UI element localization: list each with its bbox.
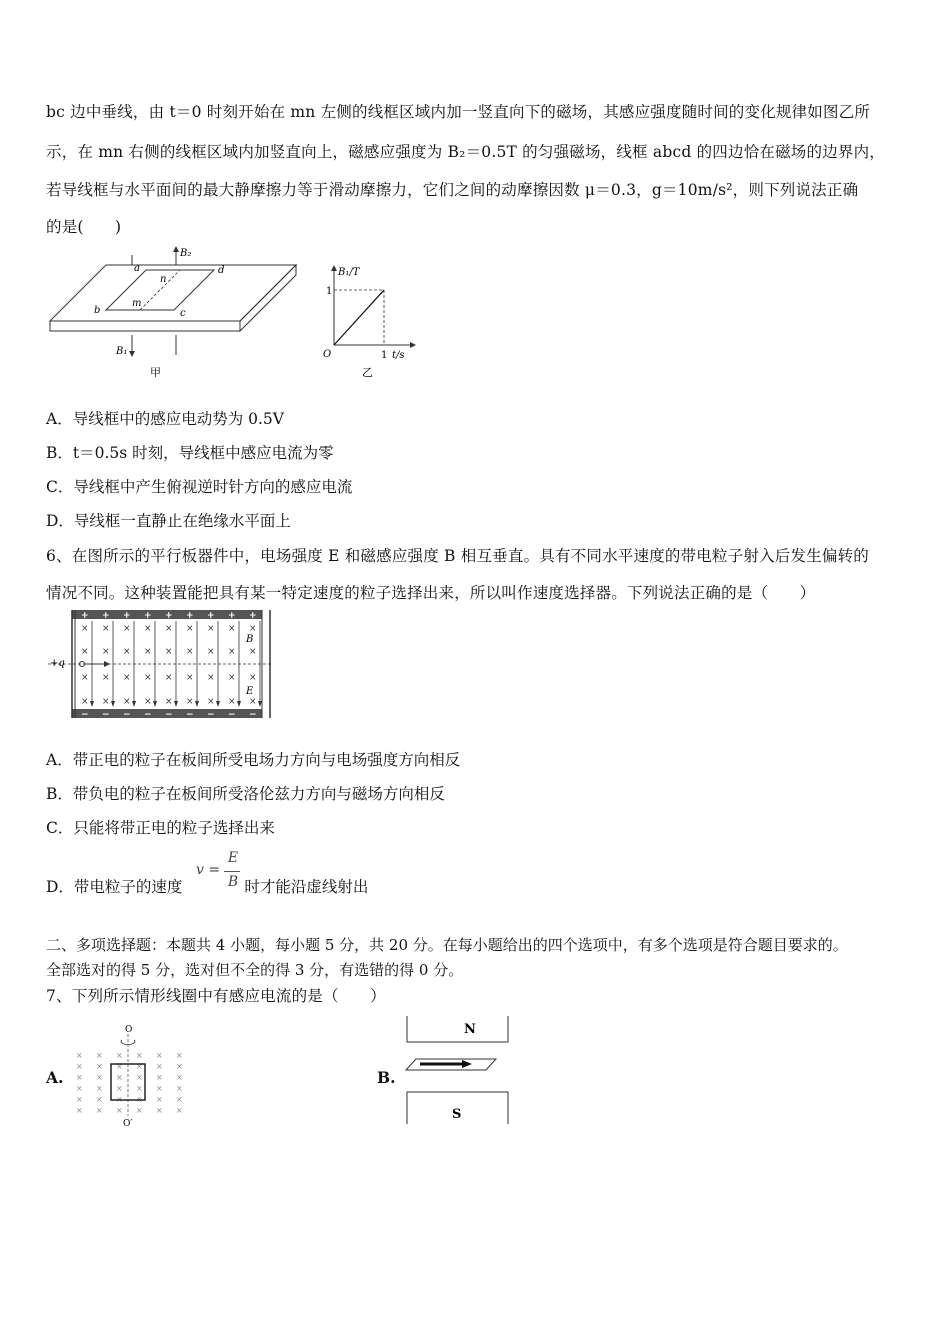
b-field-cross: × [228, 624, 236, 634]
velocity-selector-figure [46, 608, 276, 723]
b-field-cross: × [156, 1095, 163, 1104]
velocity-formula-denominator: B [227, 874, 239, 890]
x-tick-label: 1 [381, 350, 388, 361]
q6-option-d-prefix: D．带电粒子的速度 [46, 878, 183, 896]
plus-sign: + [81, 611, 89, 621]
b-field-cross: × [186, 673, 194, 683]
b-field-cross: × [176, 1095, 183, 1104]
q5-option-b[interactable]: B．t＝0.5s 时刻，导线框中感应电流为零 [46, 444, 334, 462]
q6-option-d[interactable] [46, 875, 368, 897]
q7-stem: 7、下列所示情形线圈中有感应电流的是（ ） [46, 987, 386, 1005]
label-d: d [218, 265, 225, 276]
b-field-cross: × [136, 1062, 143, 1071]
minus-sign: − [144, 710, 152, 720]
b-field-cross: × [96, 1073, 103, 1082]
label-b: b [94, 305, 101, 316]
figure-jia [46, 243, 306, 388]
b-field-cross: × [76, 1051, 83, 1060]
section2-line-2: 全部选对的得 5 分，选对但不全的得 3 分，有选错的得 0 分。 [46, 961, 464, 979]
e-field-arrowhead [111, 701, 115, 707]
b-field-cross: × [228, 673, 236, 683]
b-field-cross: × [81, 673, 89, 683]
b-field-cross: × [165, 647, 173, 657]
b-field-cross: × [96, 1051, 103, 1060]
b-field-cross: × [76, 1106, 83, 1115]
plus-sign: + [249, 611, 257, 621]
plus-sign: + [102, 611, 110, 621]
q7-figure-a [70, 1022, 190, 1128]
south-pole-label: S [452, 1107, 462, 1122]
plus-sign: + [186, 611, 194, 621]
x-axis-label: t/s [392, 350, 405, 361]
minus-sign: − [228, 710, 236, 720]
b-field-cross: × [176, 1073, 183, 1082]
q7-figure-b [400, 1016, 515, 1128]
label-B1: B₁ [116, 346, 128, 357]
q5-option-c[interactable]: C．导线框中产生俯视逆时针方向的感应电流 [46, 478, 353, 496]
q5-stem-line-1: bc 边中垂线，由 t＝0 时刻开始在 mn 左侧的线框区域内加一竖直向下的磁场，其感应强度随时间的变化规律如图乙所 [46, 103, 871, 121]
b-field-cross: × [144, 624, 152, 634]
b-field-cross: × [136, 1095, 143, 1104]
b-field-cross: × [96, 1062, 103, 1071]
b-field-cross: × [81, 697, 89, 707]
b-field-cross: × [176, 1084, 183, 1093]
e-field-arrowhead [132, 701, 136, 707]
minus-sign: − [207, 710, 215, 720]
fraction-bar [224, 871, 240, 872]
b-field-cross: × [123, 647, 131, 657]
label-m: m [132, 298, 142, 309]
b-field-cross: × [96, 1084, 103, 1093]
label-n: n [160, 274, 167, 285]
b-field-cross: × [165, 697, 173, 707]
b-field-cross: × [176, 1051, 183, 1060]
q7-option-b-label[interactable]: B. [377, 1068, 396, 1087]
velocity-formula-numerator: E [227, 850, 239, 866]
figure-yi [318, 262, 428, 382]
b-field-cross: × [102, 624, 110, 634]
b-field-cross: × [116, 1106, 123, 1115]
plus-sign: + [228, 611, 236, 621]
b-field-cross: × [228, 697, 236, 707]
q6-stem-line-2: 情况不同。这种装置能把具有某一特定速度的粒子选择出来，所以叫作速度选择器。下列说法正确的是（ ） [46, 584, 816, 602]
b-field-cross: × [156, 1084, 163, 1093]
b-field-cross: × [81, 647, 89, 657]
b-field-cross: × [76, 1084, 83, 1093]
b-field-cross: × [102, 673, 110, 683]
e-field-arrowhead [195, 701, 199, 707]
b-field-cross: × [136, 1084, 143, 1093]
e-field-arrowhead [90, 701, 94, 707]
b-field-label: B [246, 634, 254, 645]
plus-sign: + [165, 611, 173, 621]
b-field-cross: × [156, 1051, 163, 1060]
q6-option-b[interactable]: B．带负电的粒子在板间所受洛伦兹力方向与磁场方向相反 [46, 785, 445, 803]
minus-sign: − [249, 710, 257, 720]
q5-stem-line-4: 的是( ) [46, 218, 122, 236]
b-field-cross: × [156, 1062, 163, 1071]
minus-sign: − [102, 710, 110, 720]
b-field-cross: × [81, 624, 89, 634]
b-field-cross: × [116, 1095, 123, 1104]
north-pole-label: N [464, 1022, 476, 1037]
b-field-cross: × [116, 1073, 123, 1082]
caption-jia: 甲 [150, 366, 161, 379]
label-B2: B₂ [180, 248, 192, 259]
q5-option-a[interactable]: A．导线框中的感应电动势为 0.5V [46, 410, 284, 428]
b-field-cross: × [76, 1062, 83, 1071]
b-field-cross: × [136, 1106, 143, 1115]
b-field-cross: × [123, 697, 131, 707]
b-field-cross: × [96, 1106, 103, 1115]
b-field-cross: × [249, 624, 257, 634]
motion-arrow-icon [462, 1060, 472, 1068]
caption-yi: 乙 [362, 366, 373, 379]
b-field-cross: × [165, 673, 173, 683]
q5-stem-line-3: 若导线框与水平面间的最大静摩擦力等于滑动摩擦力，它们之间的动摩擦因数 μ＝0.3，g＝10m/s²，则下列说法正确 [46, 181, 859, 199]
b1-series-line [334, 290, 384, 345]
b-field-cross: × [123, 624, 131, 634]
b-field-cross: × [156, 1073, 163, 1082]
minus-sign: − [81, 710, 89, 720]
b-field-cross: × [102, 647, 110, 657]
e-field-arrowhead [237, 701, 241, 707]
axis-bottom-label: O′ [123, 1119, 133, 1128]
plus-sign: + [123, 611, 131, 621]
b-field-cross: × [136, 1051, 143, 1060]
b-field-cross: × [96, 1095, 103, 1104]
e-field-arrowhead [174, 701, 178, 707]
b-field-cross: × [116, 1062, 123, 1071]
plus-sign: + [207, 611, 215, 621]
minus-sign: − [186, 710, 194, 720]
b-field-cross: × [186, 624, 194, 634]
e-field-arrowhead [153, 701, 157, 707]
origin-label: O [323, 349, 332, 360]
velocity-formula-lhs: v = [196, 862, 221, 878]
b-field-cross: × [144, 647, 152, 657]
b-field-cross: × [186, 697, 194, 707]
b-field-cross: × [228, 647, 236, 657]
minus-sign: − [123, 710, 131, 720]
b-field-cross: × [116, 1084, 123, 1093]
section2-line-1: 二、多项选择题：本题共 4 小题，每小题 5 分，共 20 分。在每小题给出的四个选项中，有多个选项是符合题目要求的。 [46, 936, 848, 954]
b-field-cross: × [165, 624, 173, 634]
b-field-cross: × [249, 697, 257, 707]
b-field-cross: × [136, 1073, 143, 1082]
axis-top-label: O [125, 1025, 133, 1035]
e-field-arrowhead [216, 701, 220, 707]
e-field-label: E [246, 686, 254, 697]
minus-sign: − [165, 710, 173, 720]
q6-option-a[interactable]: A．带正电的粒子在板间所受电场力方向与电场强度方向相反 [46, 751, 461, 769]
plus-sign: + [144, 611, 152, 621]
q6-stem-line-1: 6、在图所示的平行板器件中，电场强度 E 和磁感应强度 B 相互垂直。具有不同水平速度的带电粒子射入后发生偏转的 [46, 547, 869, 565]
y-tick-label: 1 [326, 286, 333, 297]
label-c: c [180, 308, 186, 319]
charge-label: +q [50, 658, 65, 669]
b-field-cross: × [76, 1073, 83, 1082]
b-field-cross: × [144, 673, 152, 683]
b-field-cross: × [156, 1106, 163, 1115]
b-field-cross: × [176, 1062, 183, 1071]
b-field-cross: × [102, 697, 110, 707]
north-magnet [407, 1016, 508, 1042]
b-field-cross: × [76, 1095, 83, 1104]
q7-option-a-label[interactable]: A. [46, 1068, 64, 1087]
q6-option-c[interactable]: C．只能将带正电的粒子选择出来 [46, 819, 275, 837]
q5-option-d[interactable]: D．导线框一直静止在绝缘水平面上 [46, 512, 291, 530]
b-field-cross: × [249, 647, 257, 657]
label-a: a [134, 263, 140, 274]
y-axis-label: B₁/T [338, 267, 360, 278]
b-field-cross: × [207, 697, 215, 707]
q6-option-d-suffix: 时才能沿虚线射出 [244, 878, 369, 896]
b-field-cross: × [123, 673, 131, 683]
b-field-cross: × [116, 1051, 123, 1060]
b-field-cross: × [207, 624, 215, 634]
b-field-cross: × [176, 1106, 183, 1115]
e-field-arrowhead [258, 701, 262, 707]
b-field-cross: × [207, 647, 215, 657]
b-field-cross: × [249, 673, 257, 683]
b-field-cross: × [186, 647, 194, 657]
q5-stem-line-2: 示，在 mn 右侧的线框区域内加竖直向上，磁感应强度为 B₂＝0.5T 的匀强磁场，线框 abcd 的四边恰在磁场的边界内， [46, 143, 886, 161]
b-field-cross: × [207, 673, 215, 683]
b-field-cross: × [144, 697, 152, 707]
